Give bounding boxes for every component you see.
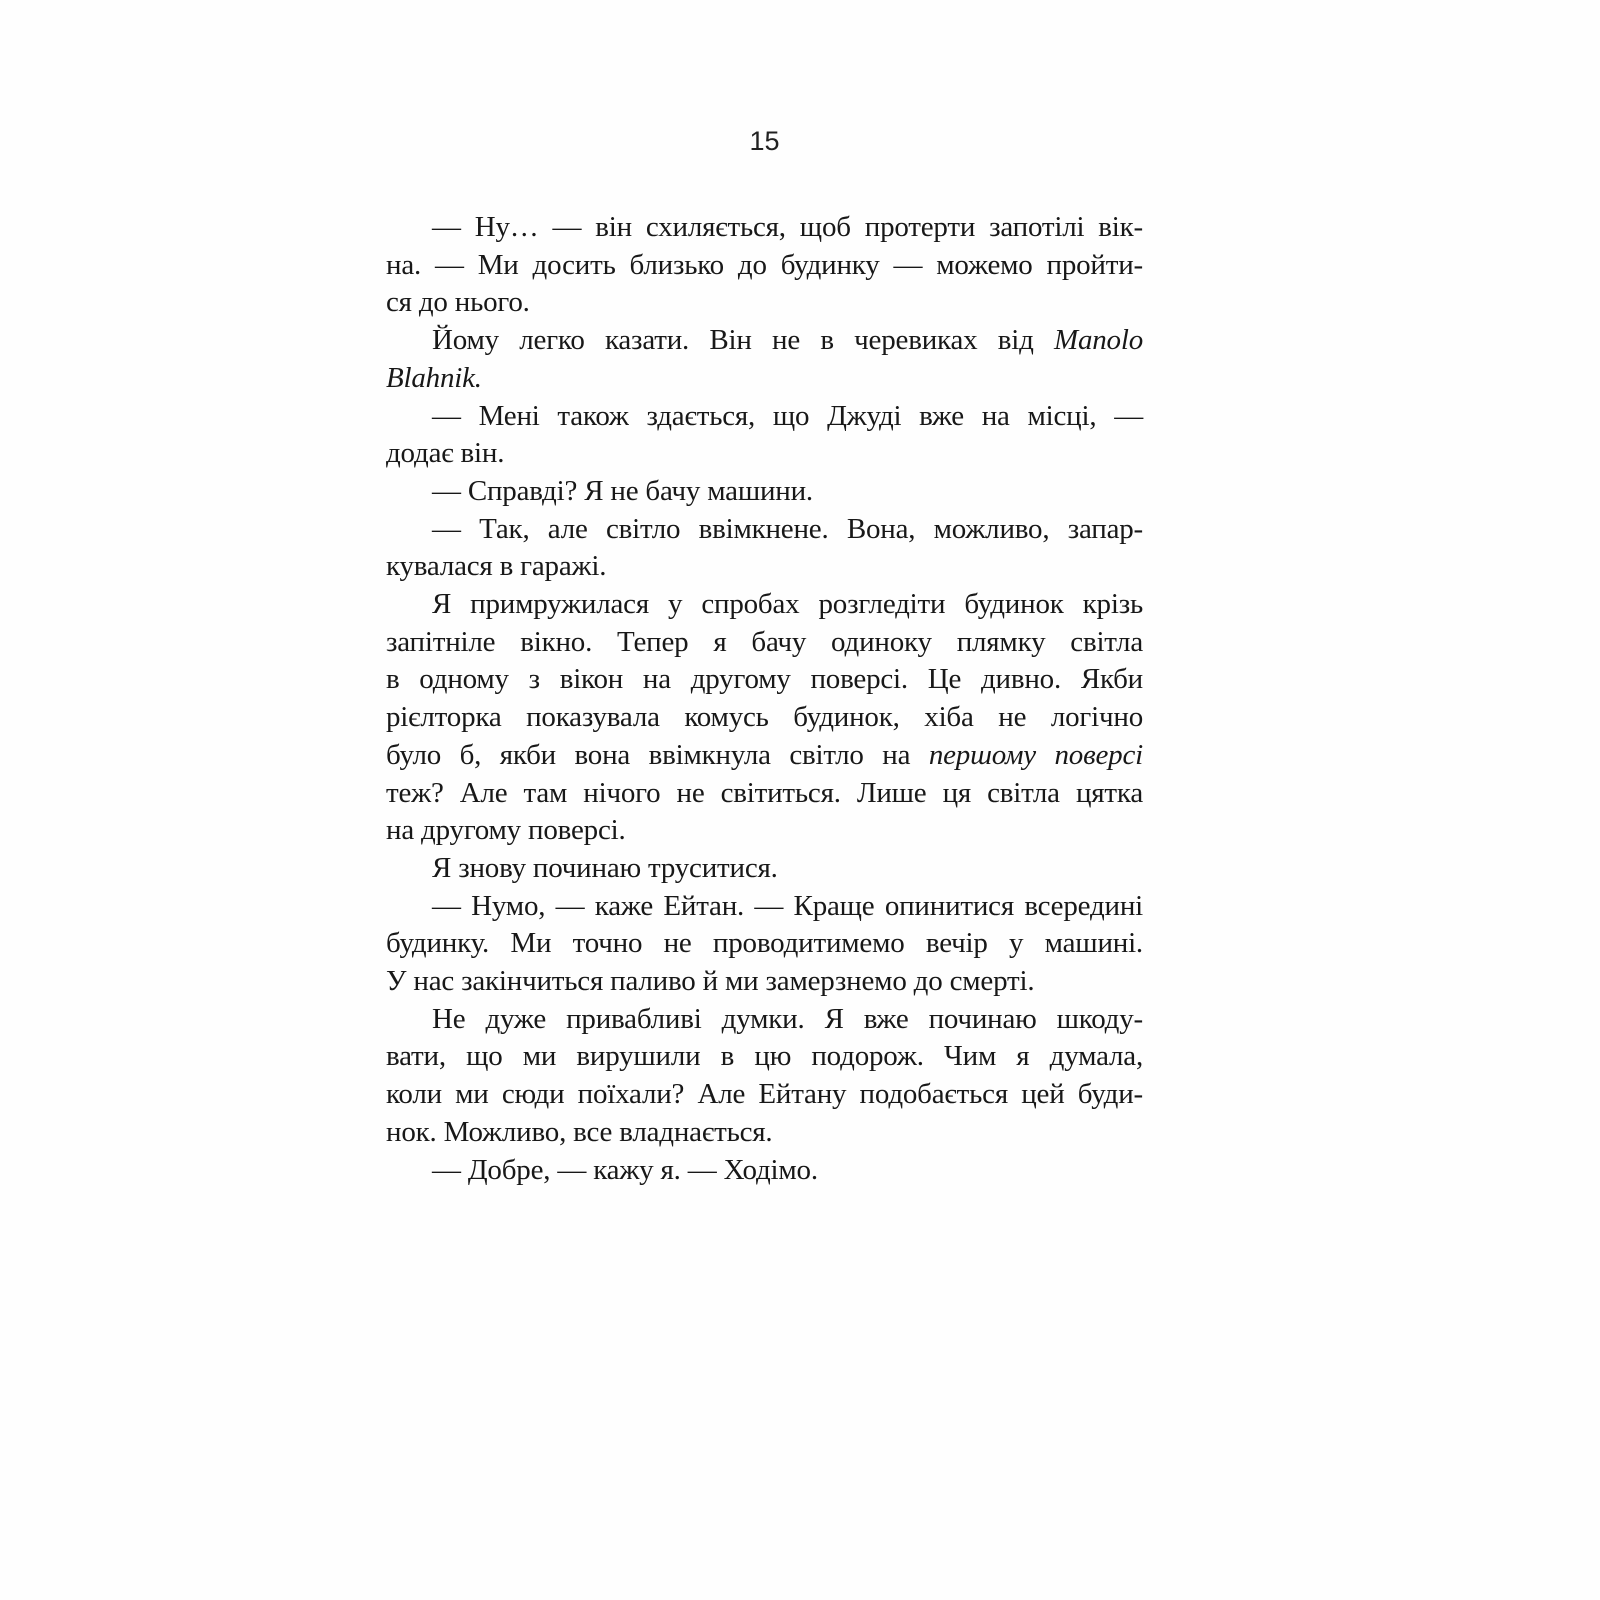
- italic-text: першому поверсі: [928, 738, 1143, 771]
- text-run: Не дуже привабливі думки. Я вже починаю шкоду-: [432, 1002, 1143, 1035]
- text-line: [386, 511, 1143, 549]
- text-line: [386, 398, 1143, 436]
- paragraph: [386, 398, 1143, 473]
- paragraph: [386, 322, 1143, 397]
- paragraph: [386, 1001, 1143, 1152]
- text-line: [386, 247, 1143, 285]
- paragraph: [386, 850, 1143, 888]
- text-line: [386, 1001, 1143, 1039]
- text-run: запітніле вікно. Тепер я бачу одиноку плямку світла: [386, 625, 1143, 658]
- text-line: [386, 1114, 1143, 1152]
- text-run: будинку. Ми точно не проводитимемо вечір у машині.: [386, 927, 1143, 960]
- paragraph: [386, 1152, 1143, 1190]
- text-line: [386, 1152, 1143, 1190]
- text-run: — Справді? Я не бачу машини.: [432, 474, 813, 507]
- paragraph: [386, 888, 1143, 1001]
- page-number: 15: [749, 126, 780, 156]
- text-line: [386, 473, 1143, 511]
- italic-text: Manolo: [1053, 324, 1143, 357]
- text-run: кувалася в гаражі.: [386, 550, 607, 583]
- text-line: [386, 586, 1143, 624]
- text-run: рієлторка показувала комусь будинок, хіба не логічно: [386, 701, 1143, 734]
- text-line: [386, 548, 1143, 586]
- text-run: — Мені також здається, що Джуді вже на місці, —: [432, 399, 1143, 432]
- text-line: [386, 1038, 1143, 1076]
- text-line: [386, 775, 1143, 813]
- text-line: [386, 699, 1143, 737]
- text-line: [386, 322, 1143, 360]
- paragraph: [386, 511, 1143, 586]
- text-run: Йому легко казати. Він не в черевиках від: [432, 324, 1054, 357]
- text-line: [386, 963, 1143, 1001]
- text-line: [386, 1076, 1143, 1114]
- text-line: [386, 888, 1143, 926]
- text-line: [386, 360, 1143, 398]
- text-line: [386, 850, 1143, 888]
- text-run: в одному з вікон на другому поверсі. Це дивно. Якби: [386, 663, 1143, 696]
- text-run: на. — Ми досить близько до будинку — можемо пройти-: [386, 248, 1143, 281]
- text-run: Я знову починаю труситися.: [432, 851, 778, 884]
- text-run: — Ну… — він схиляється, щоб протерти запотілі вік-: [432, 211, 1143, 243]
- text-line: [386, 812, 1143, 850]
- paragraph: [386, 473, 1143, 511]
- text-run: додає він.: [386, 437, 505, 470]
- text-line: [386, 925, 1143, 963]
- text-run: на другому поверсі.: [386, 814, 626, 847]
- text-run: було б, якби вона ввімкнула світло на: [386, 738, 929, 771]
- text-line: [386, 661, 1143, 699]
- text-run: У нас закінчиться паливо й ми замерзнемо до смерті.: [386, 965, 1035, 998]
- text-run: ся до нього.: [386, 286, 530, 319]
- text-run: нок. Можливо, все владнається.: [386, 1115, 773, 1148]
- text-run: — Так, але світло ввімкнене. Вона, можливо, запар-: [432, 512, 1143, 545]
- text-run: Я примружилася у спробах розгледіти будинок крізь: [432, 588, 1143, 621]
- text-line: [386, 737, 1143, 775]
- text-run: — Добре, — кажу я. — Ходімо.: [432, 1153, 818, 1186]
- text-run: вати, що ми вирушили в цю подорож. Чим я думала,: [386, 1040, 1143, 1073]
- text-block: [386, 209, 1143, 1189]
- text-run: коли ми сюди поїхали? Але Ейтану подобається цей буди-: [386, 1078, 1143, 1111]
- text-line: [386, 435, 1143, 473]
- text-line: [386, 209, 1143, 247]
- text-run: — Нумо, — каже Ейтан. — Краще опинитися всередині: [432, 889, 1143, 922]
- text-line: [386, 624, 1143, 662]
- text-run: теж? Але там нічого не світиться. Лише ця світла цятка: [386, 776, 1143, 809]
- italic-text: Blahnik.: [386, 361, 482, 394]
- text-line: [386, 284, 1143, 322]
- paragraph: [386, 586, 1143, 850]
- paragraph: [386, 209, 1143, 322]
